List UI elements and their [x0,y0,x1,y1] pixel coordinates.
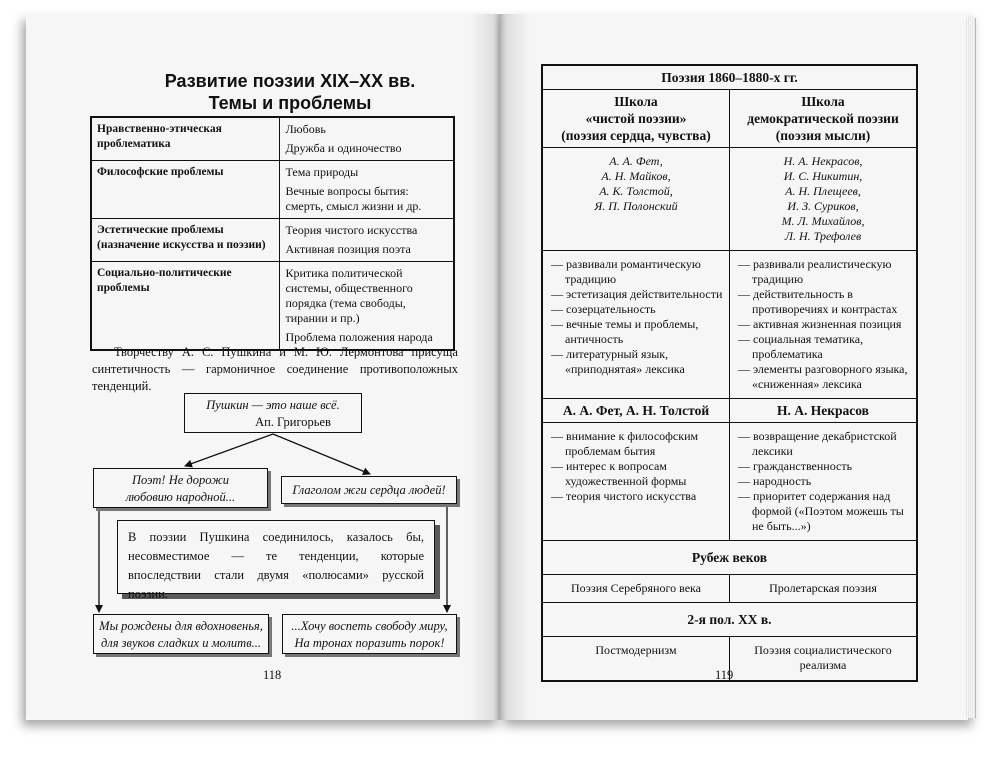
school-pure-header [542,90,730,148]
book-gutter [470,14,530,720]
problem-item: Дружба и одиночество [285,141,402,155]
problems-cell [279,262,454,351]
table-row [542,90,917,148]
feature-item: — приоритет содержания над формой («Поэтом можешь ты не быть...») [738,489,904,533]
table-row [542,399,917,423]
table-row [91,161,454,219]
pure-features-cell [542,251,730,399]
quote-box [184,393,362,433]
feature-item: — гражданственность [738,459,853,473]
table-row [91,262,454,351]
feature-item: — внимание к философским проблемам бытия [551,429,699,458]
table-row [542,423,917,541]
table-row [542,148,917,251]
problems-cell [279,161,454,219]
page-title [150,70,430,114]
feature-item: — литературный язык, «приподнятая» лексика [551,347,685,376]
poet-name: А. К. Толстой, [599,184,673,198]
feature-item: — интерес к вопросам художественной формы [551,459,687,488]
feature-item: — активная жизненная позиция [738,317,902,331]
themes-table [90,116,455,351]
quote-line: Мы рождены для вдохновенья, [99,619,263,633]
nekrasov-header: Н. А. Некрасов [730,399,918,423]
table-row [542,251,917,399]
synthesis-paragraph: Творчеству А. С. Пушкина и М. Ю. Лермонтова присуща синтетичность — гармоничное соединение противоположных тенденций. [92,345,458,393]
fet-tolstoy-header: А. А. Фет, А. Н. Толстой [542,399,730,423]
feature-item: — народность [738,474,812,488]
poet-name: И. С. Никитин, [783,169,863,183]
poet-name: А. Н. Плещеев, [785,184,861,198]
fet-features-cell [542,423,730,541]
feature-item: — развивали реалистическую традицию [738,257,892,286]
demo-poets-cell [730,148,918,251]
problem-item: Вечные вопросы бытия: смерть, смысл жизни и др. [285,184,422,213]
quote-author: Ап. Григорьев [255,415,331,429]
quote-line: любовию народной... [125,490,236,504]
problem-item: Критика политической системы, общественного порядка (тема свободы, тирании и пр.) [285,266,413,325]
problem-item: Любовь [285,122,326,136]
poet-name: М. Л. Михайлов, [781,214,865,228]
poet-name: Я. П. Полонский [594,199,678,213]
feature-item: — элементы разговорного языка, «сниженная» лексика [738,362,908,391]
page-number-left: 118 [263,668,282,682]
title-line-2: Темы и проблемы [208,93,372,113]
theme-cell: Социально-политические проблемы [91,262,279,351]
header-line: демократической поэзии [747,111,899,126]
quote-line: Поэт! Не дорожи [131,473,230,487]
theme-cell: Философские проблемы [91,161,279,219]
second-half-20c-header: 2-я пол. XX в. [542,603,917,637]
header-line: (поэзия сердца, чувства) [561,128,711,143]
nekrasov-features-cell [730,423,918,541]
proletarian-cell: Пролетарская поэзия [730,575,918,603]
socialist-realism-cell: Поэзия социалистического реализма [730,637,918,681]
theme-cell: Нравственно-этическая проблематика [91,117,279,161]
silver-age-cell: Поэзия Серебряного века [542,575,730,603]
feature-item: — действительность в противоречиях и контрастах [738,287,898,316]
poet-name: Н. А. Некрасов, [783,154,863,168]
table-title: Поэзия 1860–1880-х гг. [542,65,917,90]
quote-box-poet [93,468,268,508]
header-line: (поэзия мысли) [775,128,871,143]
problem-item: Тема природы [285,165,359,179]
feature-item: — эстетизация действительности [551,287,723,301]
feature-item: — развивали романтическую традицию [551,257,701,286]
table-row [91,117,454,161]
quote-box-born [93,614,269,654]
demo-features-cell [730,251,918,399]
problems-cell [279,219,454,262]
quote-text: Пушкин — это наше всё. [206,398,340,412]
header-line: Школа [801,94,845,109]
table-row [91,219,454,262]
pure-poets-cell [542,148,730,251]
feature-item: — вечные темы и проблемы, античность [551,317,699,346]
quote-line: для звуков сладких и молитв... [100,636,262,650]
theme-cell: Эстетические проблемы (назначение искусства и поэзии) [91,219,279,262]
feature-item: — социальная тематика, проблематика [738,332,864,361]
feature-item: — возвращение декабристской лексики [738,429,897,458]
poet-name: А. А. Фет, [609,154,663,168]
header-line: Школа [614,94,658,109]
table-row [542,65,917,90]
header-line: «чистой поэзии» [585,111,687,126]
poet-name: А. Н. Майков, [601,169,671,183]
problem-item: Проблема положения народа [285,330,433,344]
feature-item: — созерцательность [551,302,656,316]
quote-box-freedom [282,614,457,654]
table-row [542,541,917,575]
quote-line: На тронах поразить порок! [294,636,445,650]
page-number-right: 119 [715,668,734,682]
postmodernism-cell: Постмодернизм [542,637,730,681]
poet-name: И. З. Суриков, [787,199,859,213]
turn-of-century-header: Рубеж веков [542,541,917,575]
page-edges [966,18,976,718]
problem-item: Активная позиция поэта [285,242,411,256]
table-row [542,575,917,603]
problems-cell [279,117,454,161]
table-row [542,603,917,637]
problem-item: Теория чистого искусства [285,223,418,237]
poetry-1860-1880-table [541,64,918,682]
poet-name: Л. Н. Трефолев [784,229,862,243]
quote-box-glagol: Глаголом жги сердца людей! [281,476,457,504]
pushkin-synthesis-box: В поэзии Пушкина соединилось, казалось бы, несовместимое — те тенденции, которые впоследствии стали двумя «полюсами» русской поэзии. [117,520,435,594]
title-line-1: Развитие поэзии XIX–XX вв. [164,71,416,91]
quote-line: ...Хочу воспеть свободу миру, [291,619,448,633]
school-demo-header [730,90,918,148]
feature-item: — теория чистого искусства [551,489,697,503]
